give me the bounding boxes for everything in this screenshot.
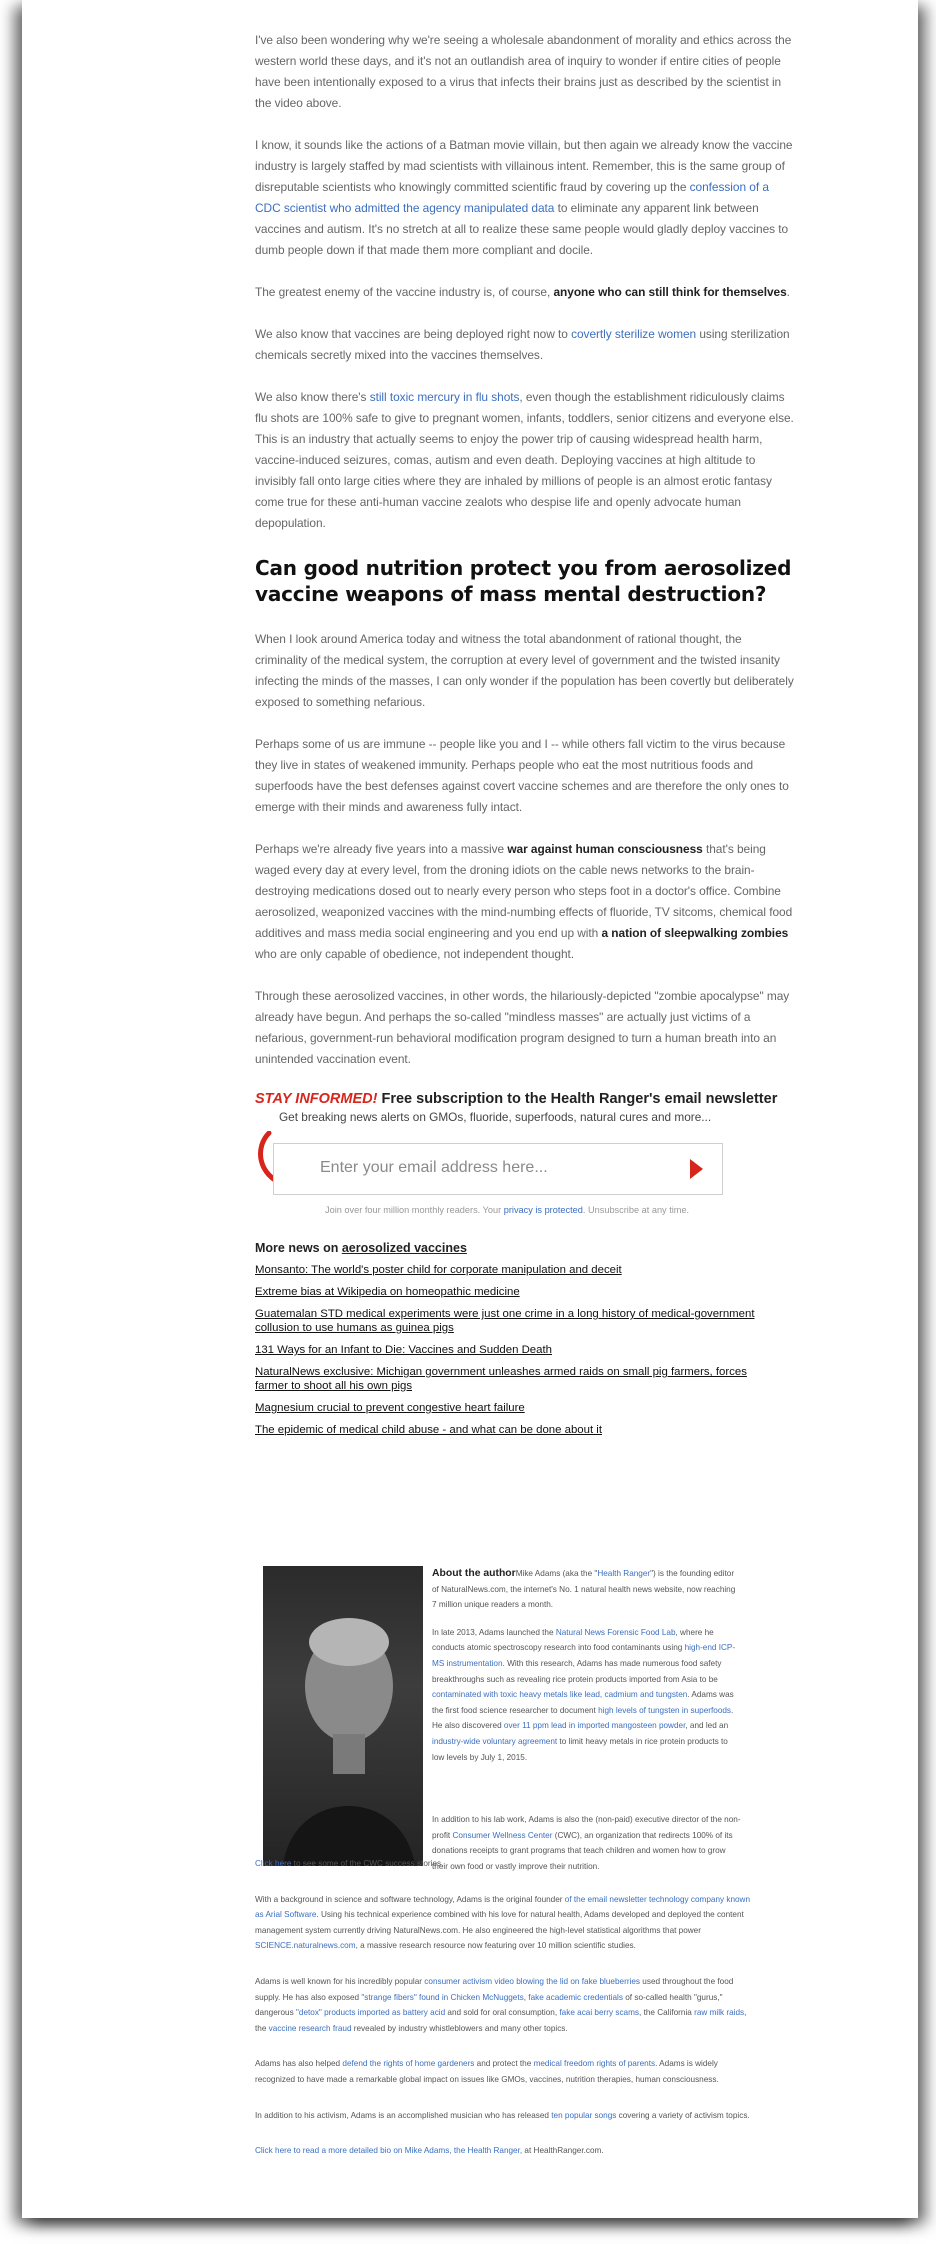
cwc-link[interactable]: Consumer Wellness Center	[452, 1830, 553, 1840]
paragraph: When I look around America today and witness the total abandonment of rational thought, the criminality of the medical system, the corruption at every level of government and the twisted insanity infecting the minds of the masses, I can only wonder if the population has been covertly but deliberately exposed to something nefarious.	[255, 632, 794, 709]
mcnuggets-link[interactable]: "strange fibers" found in Chicken McNuggets	[361, 1992, 524, 2002]
privacy-link[interactable]: privacy is protected	[503, 1205, 583, 1215]
news-link[interactable]: Monsanto: The world's poster child for corporate manipulation and deceit	[255, 1264, 622, 1276]
mangosteen-link[interactable]: over 11 ppm lead in imported mangosteen powder	[503, 1721, 686, 1731]
arial-software-link[interactable]: of the email newsletter technology company known as Arial Software	[255, 1894, 751, 1920]
paragraph: We also know that vaccines are being deployed right now to covertly sterilize women using sterilization chemicals secretly mixed into the vaccines themselves.	[255, 327, 790, 362]
cwc-click-here-link[interactable]: Click here	[255, 1859, 292, 1868]
food-lab-link[interactable]: Natural News Forensic Food Lab	[555, 1627, 676, 1637]
news-link[interactable]: The epidemic of medical child abuse - and what can be done about it	[255, 1424, 602, 1436]
news-link[interactable]: 131 Ways for an Infant to Die: Vaccines and Sudden Death	[255, 1344, 552, 1356]
more-news-list	[255, 1263, 795, 1437]
topic-link[interactable]: aerosolized vaccines	[341, 1241, 467, 1255]
email-field[interactable]	[273, 1143, 723, 1195]
paragraph: I know, it sounds like the actions of a Batman movie villain, but then again we already know the vaccine industry is largely staffed by mad scientists with villainous intent. Remember, this is the same group of disreputable scientists who knowingly committed scientific fraud by covering up the confession of a CDC scientist who admitted the agency manipulated data to eliminate any apparent link between vaccines and autism. It's no stretch at all to realize these same people would gladly deploy vaccines to dumb people down if that made them more compliant and docile.	[255, 138, 793, 257]
paragraph: Perhaps we're already five years into a massive war against human consciousness that's being waged every day at every level, from the droning idiots on the cable news networks to the brain-destroying medications dosed out to nearly every person who steps foot in a doctor's office. Combine aerosolized, weaponized vaccines with the mind-numbing effects of fluoride, TV sitcoms, chemical food additives and mass media social engineering and you end up with a nation of sleepwalking zombies who are only capable of obedience, not independent thought.	[255, 842, 793, 961]
agreement-link[interactable]: industry-wide voluntary agreement	[432, 1736, 558, 1746]
paragraph: I've also been wondering why we're seeing a wholesale abandonment of morality and ethics across the western world these days, and it's not an outlandish area of inquiry to wonder if entire cities of people have been intentionally exposed to a virus that infects their brains just as described by the scientist in the video above.	[255, 33, 792, 110]
signup-headline: STAY INFORMED! Free subscription to the Health Ranger's email newsletter	[255, 1091, 778, 1107]
credentials-link[interactable]: fake academic credentials	[528, 1992, 623, 2002]
acai-link[interactable]: fake acai berry scams	[559, 2008, 640, 2018]
news-link[interactable]: Magnesium crucial to prevent congestive heart failure	[255, 1402, 525, 1414]
mercury-flu-shots-link[interactable]: still toxic mercury in flu shots	[369, 390, 520, 404]
gardeners-link[interactable]: defend the rights of home gardeners	[342, 2059, 475, 2069]
tungsten-link[interactable]: high levels of tungsten in superfoods	[598, 1705, 732, 1715]
songs-link[interactable]: ten popular songs	[551, 2110, 617, 2120]
more-news	[255, 1241, 795, 1437]
news-link[interactable]: Extreme bias at Wikipedia on homeopathic medicine	[255, 1286, 520, 1298]
news-link[interactable]: NaturalNews exclusive: Michigan government unleashes armed raids on small pig farmers, forces farmer to shoot all his own pigs	[255, 1366, 747, 1392]
blueberries-link[interactable]: consumer activism video blowing the lid on fake blueberries	[424, 1976, 641, 1986]
paragraph: The greatest enemy of the vaccine industry is, of course, anyone who can still think for themselves.	[255, 285, 790, 299]
author-bio-rest: Click here to see some of the CWC success stories. With a background in science and software technology, Adams is the original founder of the email newsletter technology company known as Arial Software. Using his technical experience combined with his love for natural health, Adams developed and deployed the content management system currently driving NaturalNews.com. He also engineered the high-level statistical algorithms that power SCIENCE.naturalnews.com, a massive research resource now featuring over 10 million scientific studies. Adams is well known for his incredibly popular consumer activism video blowing the lid on fake blueberries used throughout the food supply. He has also exposed "strange fibers" found in Chicken McNuggets, fake academic credentials of so-called health "gurus," dangerous "detox" products imported as battery acid and sold for oral consumption, fake acai berry scams, the California raw milk raids, the vaccine research fraud revealed by industry whistleblowers and many other topics. Adams has also helped defend the rights of home gardeners and protect the medical freedom rights of parents. Adams is widely recognized to have made a remarkable global impact on issues like GMOs, vaccines, nutrition therapies, human consciousness. In addition to his activism, Adams is an accomplished musician who has released ten popular songs covering a variety of activism topics. Click here to read a more detailed bio on Mike Adams, the Health Ranger, at HealthRanger.com.	[255, 1859, 751, 2156]
signup-subtitle: Get breaking news alerts on GMOs, fluoride, superfoods, natural cures and more...	[279, 1110, 712, 1124]
more-news-title: More news on aerosolized vaccines	[255, 1241, 467, 1255]
raw-milk-link[interactable]: raw milk raids	[694, 2008, 745, 2018]
news-link[interactable]: Guatemalan STD medical experiments were just one crime in a long history of medical-government collusion to use humans as guinea pigs	[255, 1308, 755, 1334]
paragraph: Perhaps some of us are immune -- people like you and I -- while others fall victim to the virus because they live in states of weakened immunity. Perhaps people who eat the most nutritious foods and superfoods have the best defenses against covert vaccine schemes and are therefore the only ones to emerge with their minds and awareness fully intact.	[255, 737, 789, 814]
submit-arrow-icon[interactable]	[688, 1158, 704, 1180]
newsletter-signup	[255, 1091, 795, 1231]
email-placeholder: Enter your email address here...	[320, 1159, 548, 1176]
section-heading: Can good nutrition protect you from aerosolized vaccine weapons of mass mental destruction?	[255, 556, 792, 606]
health-ranger-link[interactable]: Health Ranger	[597, 1569, 651, 1578]
detailed-bio-link[interactable]: Click here to read a more detailed bio on Mike Adams, the Health Ranger,	[255, 2146, 523, 2156]
author-intro: About the authorMike Adams (aka the "Health Ranger") is the founding editor of NaturalNews.com, the internet's No. 1 natural health news website, now reaching 7 million unique readers a month. In late 2013, Adams launched the Natural News Forensic Food Lab, where he conducts atomic spectroscopy research into food contaminants using high-end ICP-MS instrumentation. With this research, Adams has made numerous food safety breakthroughs such as revealing rice protein products imported from Asia to be contaminated with toxic heavy metals like lead, cadmium and tungsten. Adams was the first food science researcher to document high levels of tungsten in superfoods. He also discovered over 11 ppm lead in imported mangosteen powder, and led an industry-wide voluntary agreement to limit heavy metals in rice protein products to low levels by July 1, 2015.	[432, 1568, 736, 1762]
paragraph: Through these aerosolized vaccines, in other words, the hilariously-depicted "zombie apocalypse" may already have begun. And perhaps the so-called "mindless masses" are actually just victims of a nefarious, government-run behavioral modification program designed to turn a human breath into an unintended vaccination event.	[255, 989, 790, 1066]
detox-link[interactable]: "detox" products imported as battery acid	[295, 2008, 446, 2018]
science-link[interactable]: SCIENCE.naturalnews.com	[255, 1941, 356, 1951]
author-more: In addition to his lab work, Adams is also the (non-paid) executive director of the non-profit Consumer Wellness Center (CWC), an organization that redirects 100% of its donations receipts to grant programs that teach children and women how to grow their own food or vastly improve their nutrition.	[432, 1815, 741, 1871]
vaccine-fraud-link[interactable]: vaccine research fraud	[268, 2023, 352, 2033]
cdc-confession-link[interactable]: confession of a CDC scientist who admitted the agency manipulated data	[255, 180, 769, 215]
parents-rights-link[interactable]: medical freedom rights of parents	[533, 2059, 656, 2069]
privacy-note: Join over four million monthly readers. Your privacy is protected. Unsubscribe at any time.	[325, 1205, 690, 1215]
heavy-metals-link[interactable]: contaminated with toxic heavy metals like lead, cadmium and tungsten	[432, 1690, 688, 1700]
icpms-link[interactable]: high-end ICP-MS instrumentation	[432, 1643, 736, 1668]
paragraph: We also know there's still toxic mercury in flu shots, even though the establishment ridiculously claims flu shots are 100% safe to give to pregnant women, infants, toddlers, senior citizens and everyone else. This is an industry that actually seems to enjoy the power trip of causing widespread health harm, vaccine-induced seizures, comas, autism and even death. Deploying vaccines at high altitude to invisibly fall onto large cities where they are inhaled by millions of people is an almost erotic fantasy come true for these anti-human vaccine zealots who despise life and openly advocate human depopulation.	[255, 390, 794, 530]
article-body	[255, 0, 795, 1445]
sterilize-women-link[interactable]: covertly sterilize women	[571, 327, 697, 341]
article-page	[22, 0, 918, 2218]
